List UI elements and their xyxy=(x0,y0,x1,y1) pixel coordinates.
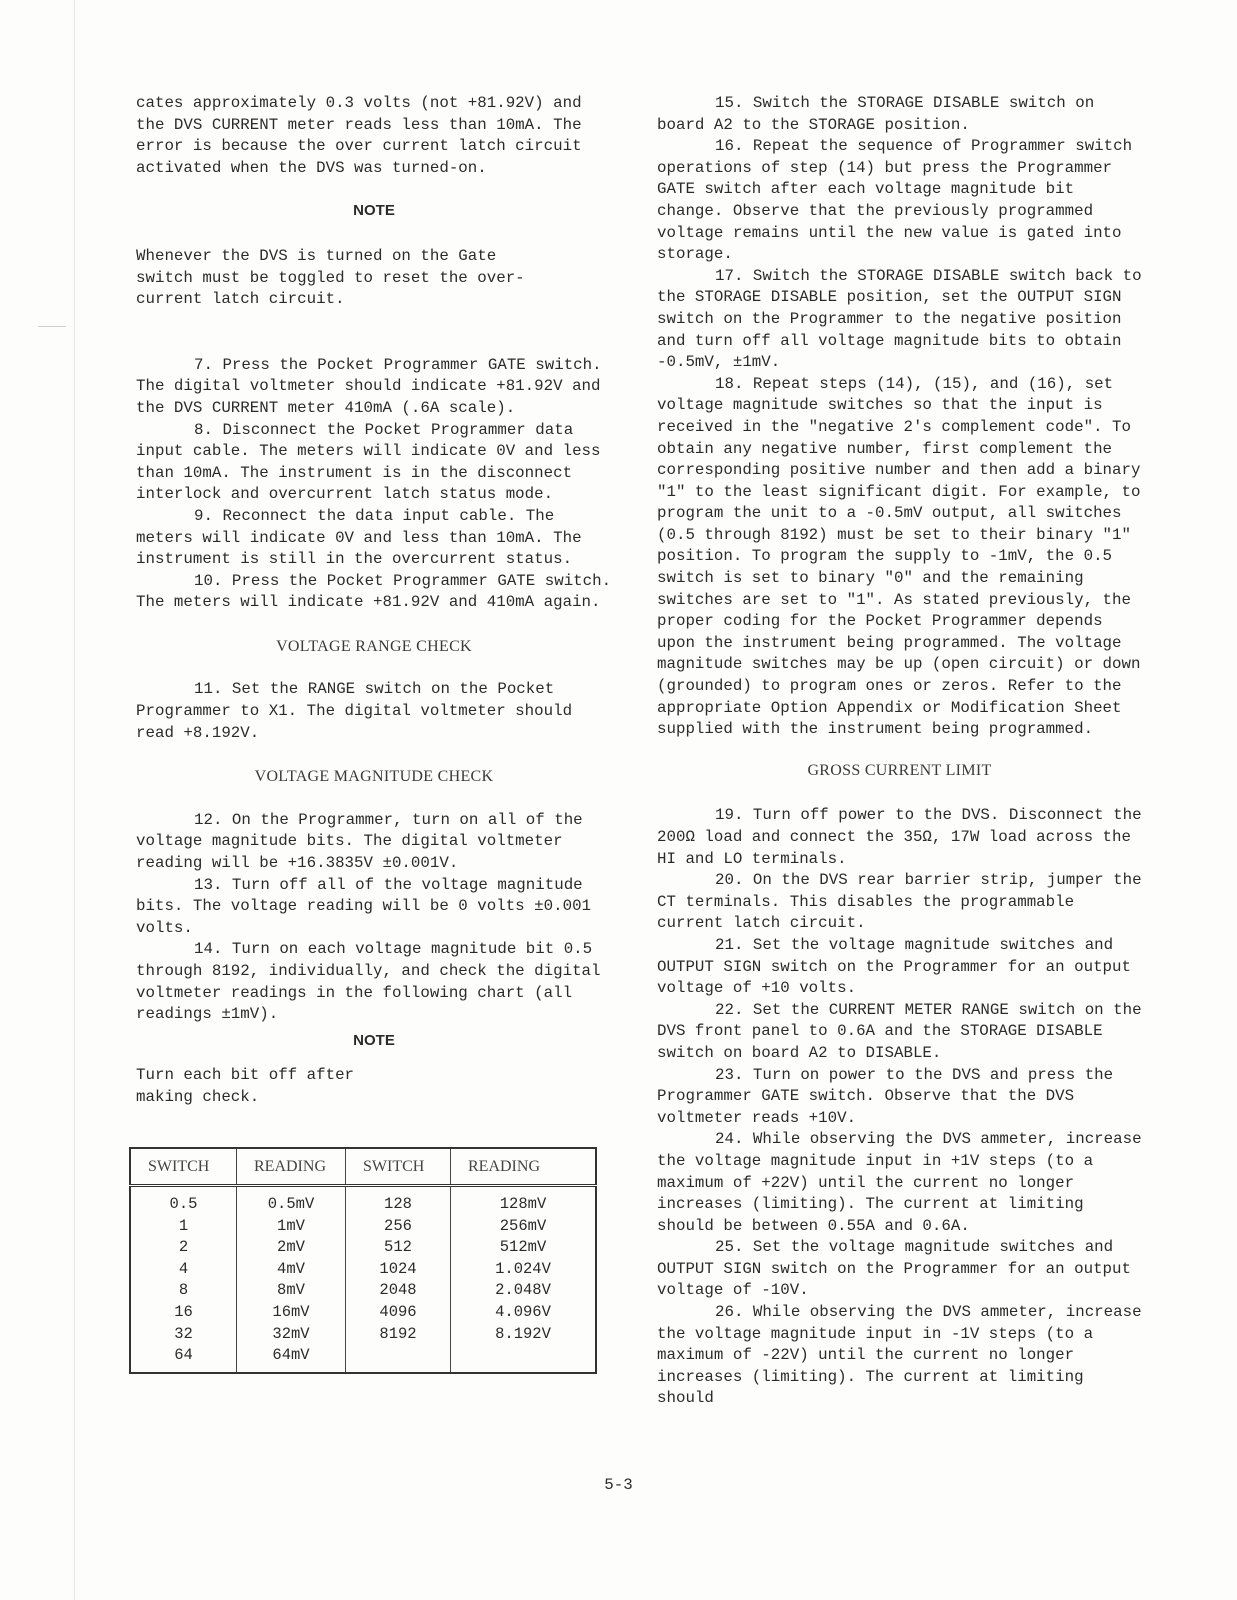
scan-edge-line xyxy=(74,0,75,1600)
section-heading-gross-current-limit: GROSS CURRENT LIMIT xyxy=(807,761,992,779)
step-25: 25. Set the voltage magnitude switches and OUTPUT SIGN switch on the Programmer for an output voltage of -10V. xyxy=(657,1238,1131,1300)
table-cell: 2mV xyxy=(237,1238,346,1260)
table-cell: 2048 xyxy=(346,1281,451,1303)
step-9: 9. Reconnect the data input cable. The meters will indicate 0V and less than 10mA. The instrument is still in the overcurrent status. xyxy=(136,506,582,569)
note-body: Whenever the DVS is turned on the Gate switch must be toggled to reset the over-current latch circuit. xyxy=(136,246,525,309)
table-cell: 256 xyxy=(346,1217,451,1239)
step-26: 26. While observing the DVS ammeter, increase the voltage magnitude input in -1V steps (to a maximum of -22V) until the current no longer increases (limiting). The current at limiting should xyxy=(657,1303,1142,1408)
table-cell: 8 xyxy=(130,1281,237,1303)
table-cell: 4mV xyxy=(237,1260,346,1282)
column-header: SWITCH xyxy=(130,1148,237,1186)
table-row xyxy=(130,1325,596,1347)
table-cell: 1024 xyxy=(346,1260,451,1282)
step-23: 23. Turn on power to the DVS and press the Programmer GATE switch. Observe that the DVS voltmeter reads +10V. xyxy=(657,1065,1114,1127)
step-18: 18. Repeat steps (14), (15), and (16), set voltage magnitude switches so that the input is received in the "negative 2's complement code". To obtain any negative number, first complement the corresponding positive number and then add a binary "1" to the least significant digit. For example, to program the unit to a -0.5mV output, all switches (0.5 through 8192) must be set to their binary "1" position. To program the supply to -1mV, the 0.5 switch is set to binary "0" and the remaining switches are set to "1". As stated previously, the proper coding for the Pocket Programmer depends upon the instrument being programmed. The voltage magnitude switches may be up (open circuit) or down (grounded) to program ones or zeros. Refer to the appropriate Option Appendix or Modification Sheet supplied with the instrument being programmed. xyxy=(657,374,1141,739)
table-cell: 16 xyxy=(130,1303,237,1325)
step-8: 8. Disconnect the Pocket Programmer data input cable. The meters will indicate 0V and less than 10mA. The instrument is in the disconnect interlock and overcurrent latch status mode. xyxy=(136,420,601,504)
step-21: 21. Set the voltage magnitude switches and OUTPUT SIGN switch on the Programmer for an output voltage of +10 volts. xyxy=(657,935,1131,998)
table-row xyxy=(130,1186,596,1217)
table-row xyxy=(130,1260,596,1282)
section-heading-voltage-range: VOLTAGE RANGE CHECK xyxy=(276,637,472,655)
step-15: 15. Switch the STORAGE DISABLE switch on board A2 to the STORAGE position. xyxy=(657,94,1095,134)
step-16: 16. Repeat the sequence of Programmer switch operations of step (14) but press the Programmer GATE switch after each voltage magnitude bit change. Observe that the previously programmed voltage remains until the new value is gated into storage. xyxy=(657,137,1133,264)
table-cell: 4 xyxy=(130,1260,237,1282)
table-cell: 256mV xyxy=(499,1216,547,1235)
table-cell: 32 xyxy=(130,1325,237,1347)
intro-paragraph: cates approximately 0.3 volts (not +81.92V) and the DVS CURRENT meter reads less than 10mA. The error is because the over current latch circuit activated when the DVS was turned-on. xyxy=(136,94,582,177)
table-row xyxy=(130,1217,596,1239)
table-cell: 64mV xyxy=(237,1346,346,1373)
table-cell: 1mV xyxy=(237,1217,346,1239)
table-row xyxy=(130,1238,596,1260)
step-24: 24. While observing the DVS ammeter, increase the voltage magnitude input in +1V steps (to a maximum of +22V) until the current no longer increases (limiting). The current at limiting should be between 0.55A and 0.6A. xyxy=(657,1130,1142,1235)
table-cell: 512mV xyxy=(499,1238,547,1257)
column-header: READING xyxy=(451,1148,597,1186)
table-cell: 128 xyxy=(346,1186,451,1217)
left-column xyxy=(136,93,612,1109)
table-cell: 4096 xyxy=(346,1303,451,1325)
step-11: 11. Set the RANGE switch on the Pocket Programmer to X1. The digital voltmeter should read +8.192V. xyxy=(136,680,573,742)
table-cell: 16mV xyxy=(237,1303,346,1325)
step-19: 19. Turn off power to the DVS. Disconnect the 200Ω load and connect the 35Ω, 17W load across the HI and LO terminals. xyxy=(657,806,1142,868)
table-row xyxy=(130,1346,596,1373)
column-header: READING xyxy=(237,1148,346,1186)
step-12: 12. On the Programmer, turn on all of the voltage magnitude bits. The digital voltmeter reading will be +16.3835V ±0.001V. xyxy=(136,810,583,873)
table-cell xyxy=(346,1346,451,1373)
column-header: SWITCH xyxy=(346,1148,451,1186)
table-cell: 0.5mV xyxy=(237,1186,346,1217)
table-cell: 128mV xyxy=(499,1195,547,1213)
table-cell: 64 xyxy=(130,1346,237,1373)
right-column xyxy=(657,93,1142,1410)
switch-reading-table xyxy=(129,1147,597,1374)
step-7: 7. Press the Pocket Programmer GATE switch. The digital voltmeter should indicate +81.92V and the DVS CURRENT meter 410mA (.6A scale). xyxy=(136,355,602,417)
table-cell: 0.5 xyxy=(130,1186,237,1217)
table-cell: 1 xyxy=(130,1217,237,1239)
table-cell: 8mV xyxy=(237,1281,346,1303)
step-22: 22. Set the CURRENT METER RANGE switch on the DVS front panel to 0.6A and the STORAGE DISABLE switch on board A2 to DISABLE. xyxy=(657,1000,1142,1062)
note-label: NOTE xyxy=(353,1031,395,1049)
step-14: 14. Turn on each voltage magnitude bit 0.5 through 8192, individually, and check the digital voltmeter readings in the following chart (all readings ±1mV). xyxy=(136,940,601,1024)
scan-margin-mark xyxy=(38,326,66,327)
table-header-row xyxy=(130,1148,596,1186)
table-cell: 8192 xyxy=(346,1325,451,1347)
table-row xyxy=(130,1281,596,1303)
note-body: Turn each bit off after making check. xyxy=(136,1066,355,1106)
section-heading-voltage-magnitude: VOLTAGE MAGNITUDE CHECK xyxy=(254,768,494,786)
step-13: 13. Turn off all of the voltage magnitude bits. The voltage reading will be 0 volts ±0.001 volts. xyxy=(136,875,592,937)
table-cell: 4.096V xyxy=(495,1302,551,1321)
step-17: 17. Switch the STORAGE DISABLE switch back to the STORAGE DISABLE position, set the OUTPUT SIGN switch on the Programmer to the negative position and turn off all voltage magnitude bits to obtain -0.5mV, ±1mV. xyxy=(657,266,1142,372)
table-cell: 512 xyxy=(346,1238,451,1260)
table-cell: 32mV xyxy=(237,1325,346,1347)
table-row xyxy=(130,1303,596,1325)
table-cell: 8.192V xyxy=(495,1324,551,1343)
table-cell: 2 xyxy=(130,1238,237,1260)
table-cell xyxy=(451,1346,597,1373)
step-20: 20. On the DVS rear barrier strip, jumper the CT terminals. This disables the programmable current latch circuit. xyxy=(657,871,1142,933)
page-number: 5-3 xyxy=(604,1476,633,1494)
table-cell: 1.024V xyxy=(495,1259,551,1278)
table-cell: 2.048V xyxy=(495,1281,551,1300)
note-label: NOTE xyxy=(353,202,395,220)
step-10: 10. Press the Pocket Programmer GATE switch. The meters will indicate +81.92V and 410mA again. xyxy=(136,571,612,612)
